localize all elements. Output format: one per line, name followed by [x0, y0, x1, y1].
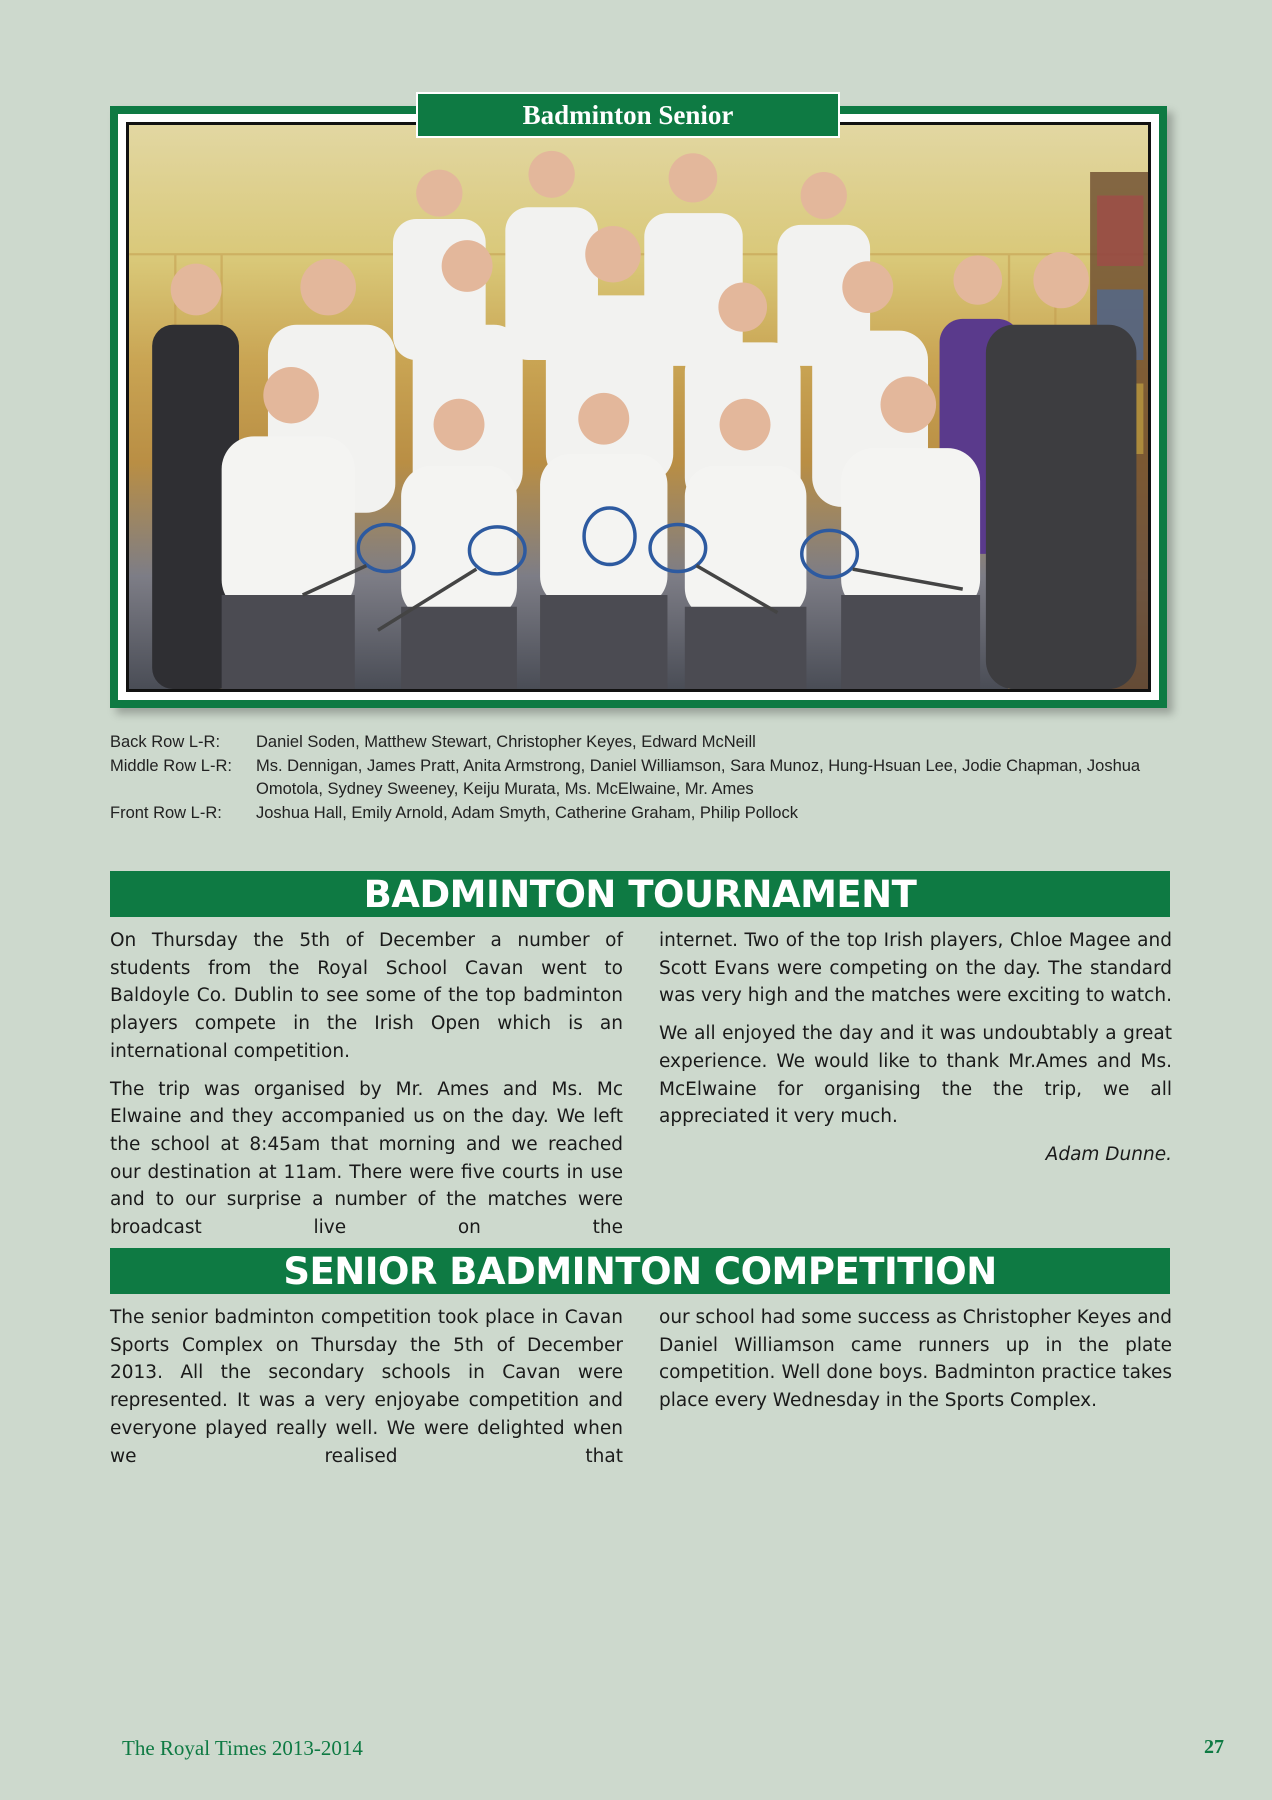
caption-names: Ms. Dennigan, James Pratt, Anita Armstrong, Daniel Williamson, Sara Munoz, Hung-Hsuan Lee, Jodie Chapman, Joshua Omotola, Sydney Sweeney, Keiju Murata, Ms. McElwaine, Mr. Ames: [256, 756, 1141, 798]
paragraph: our school had some success as Christopher Keyes and Daniel Williamson came runners up in the plate competition. Well done boys. Badminton practice takes place every Wednesday in the Sports Complex.: [659, 1307, 1172, 1412]
page-number: 27: [1204, 1736, 1224, 1758]
caption-row-middle: [110, 755, 1170, 802]
team-photo-illustration: [129, 125, 1148, 689]
article1-column-left: [110, 927, 623, 1252]
caption-label: Middle Row L-R:: [110, 756, 232, 775]
paragraph: The trip was organised by Mr. Ames and Ms. Mc Elwaine and they accompanied us on the day. We left the school at 8:45am that morning and we reached our destination at 11am. There were five courts in use and to our surprise a number of the matches were broadcast live on the: [110, 1078, 623, 1239]
article2-column-left: [110, 1304, 623, 1480]
caption-label: Back Row L-R:: [110, 733, 221, 751]
article2-column-right: [659, 1304, 1172, 1425]
footer-publication: The Royal Times 2013-2014: [122, 1736, 363, 1760]
photo-caption: [110, 731, 1170, 825]
article1-heading: BADMINTON TOURNAMENT: [110, 871, 1170, 917]
article2-heading: SENIOR BADMINTON COMPETITION: [110, 1248, 1170, 1294]
caption-names: Daniel Soden, Matthew Stewart, Christopher Keyes, Edward McNeill: [256, 733, 756, 751]
paragraph: On Thursday the 5th of December a number of students from the Royal School Cavan went to Baldoyle Co. Dublin to see some of the top badminton players compete in the Irish Open which is an international competition.: [110, 930, 623, 1062]
author-signature: Adam Dunne.: [1045, 1143, 1172, 1165]
paragraph: We all enjoyed the day and it was undoubtably a great experience. We would like to thank Mr.Ames and Ms. McElwaine for organising the the trip, we all appreciated it very much.: [659, 1023, 1172, 1128]
caption-row-back: [110, 731, 1170, 755]
photo-frame: [110, 106, 1167, 708]
article1-column-right: [659, 927, 1172, 1169]
paragraph: The senior badminton competition took place in Cavan Sports Complex on Thursday the 5th of December 2013. All the secondary schools in Cavan were represented. It was a very enjoyabe competition and everyone played really well. We were delighted when we realised that: [110, 1307, 623, 1467]
caption-row-front: [110, 802, 1170, 826]
caption-label: Front Row L-R:: [110, 803, 222, 822]
team-photo: [126, 122, 1151, 692]
photo-title: Badminton Senior: [416, 92, 840, 138]
paragraph: internet. Two of the top Irish players, Chloe Magee and Scott Evans were competing on the day. The standard was very high and the matches were exciting to watch.: [659, 930, 1172, 1007]
caption-names: Joshua Hall, Emily Arnold, Adam Smyth, Catherine Graham, Philip Pollock: [256, 803, 798, 822]
